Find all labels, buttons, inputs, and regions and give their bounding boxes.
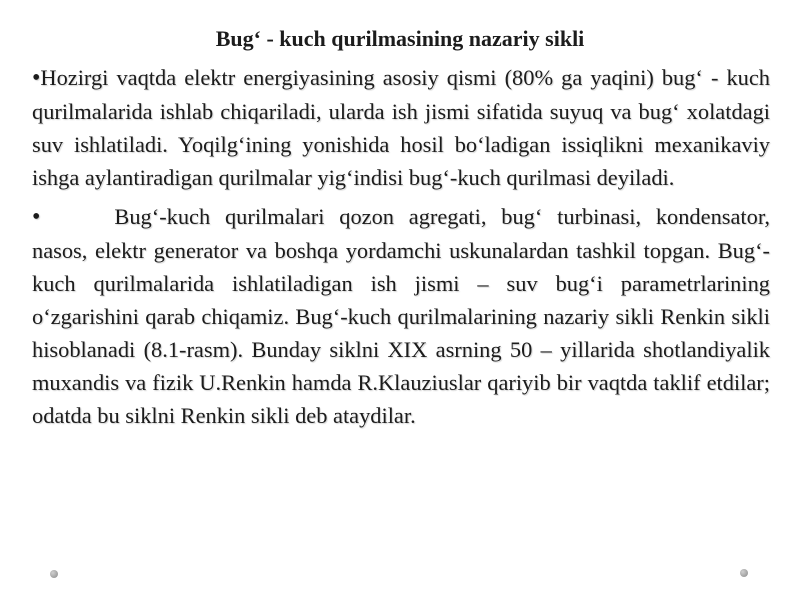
paragraph-1 bbox=[32, 61, 770, 194]
slide-title: Bug‘ - kuch qurilmasining nazariy sikli bbox=[215, 26, 585, 51]
bullet-2: • bbox=[32, 204, 41, 230]
bullet-1: • bbox=[32, 65, 41, 91]
decorative-dot-left bbox=[50, 570, 58, 578]
decorative-dot-right bbox=[740, 569, 748, 577]
slide-body bbox=[32, 61, 770, 432]
paragraph-2-text: Bug‘-kuch qurilmalari qozon agregati, bug‘ turbinasi, kondensator, nasos, elektr generator va boshqa yordamchi uskunalardan tashkil topgan. Bug‘-kuch qurilmalarida ishlatiladigan ish jismi – suv bug‘i parametrlarining o‘zgarishini qarab chiqamiz. Bug‘-kuch qurilmalarining nazariy sikli Renkin sikli hisoblanadi (8.1-rasm). Bunday siklni XIX asrning 50 – yillarida shotlandiyalik muxandis va fizik U.Renkin hamda R.Klauziuslar qariyib bir vaqtda taklif etdilar; odatda bu siklni Renkin sikli deb ataydilar. bbox=[32, 204, 770, 428]
paragraph-2 bbox=[32, 200, 770, 432]
paragraph-1-text: Hozirgi vaqtda elektr energiyasining asosiy qismi (80% ga yaqini) bug‘ - kuch qurilmalarida ishlab chiqariladi, ularda ish jismi sifatida suyuq va bug‘ xolatdagi suv ishlatiladi. Yoqilg‘ining yonishida hosil bo‘ladigan issiqlikni mexanikaviy ishga aylantiradigan qurilmalar yig‘indisi bug‘-kuch qurilmasi deyiladi. bbox=[32, 65, 770, 190]
